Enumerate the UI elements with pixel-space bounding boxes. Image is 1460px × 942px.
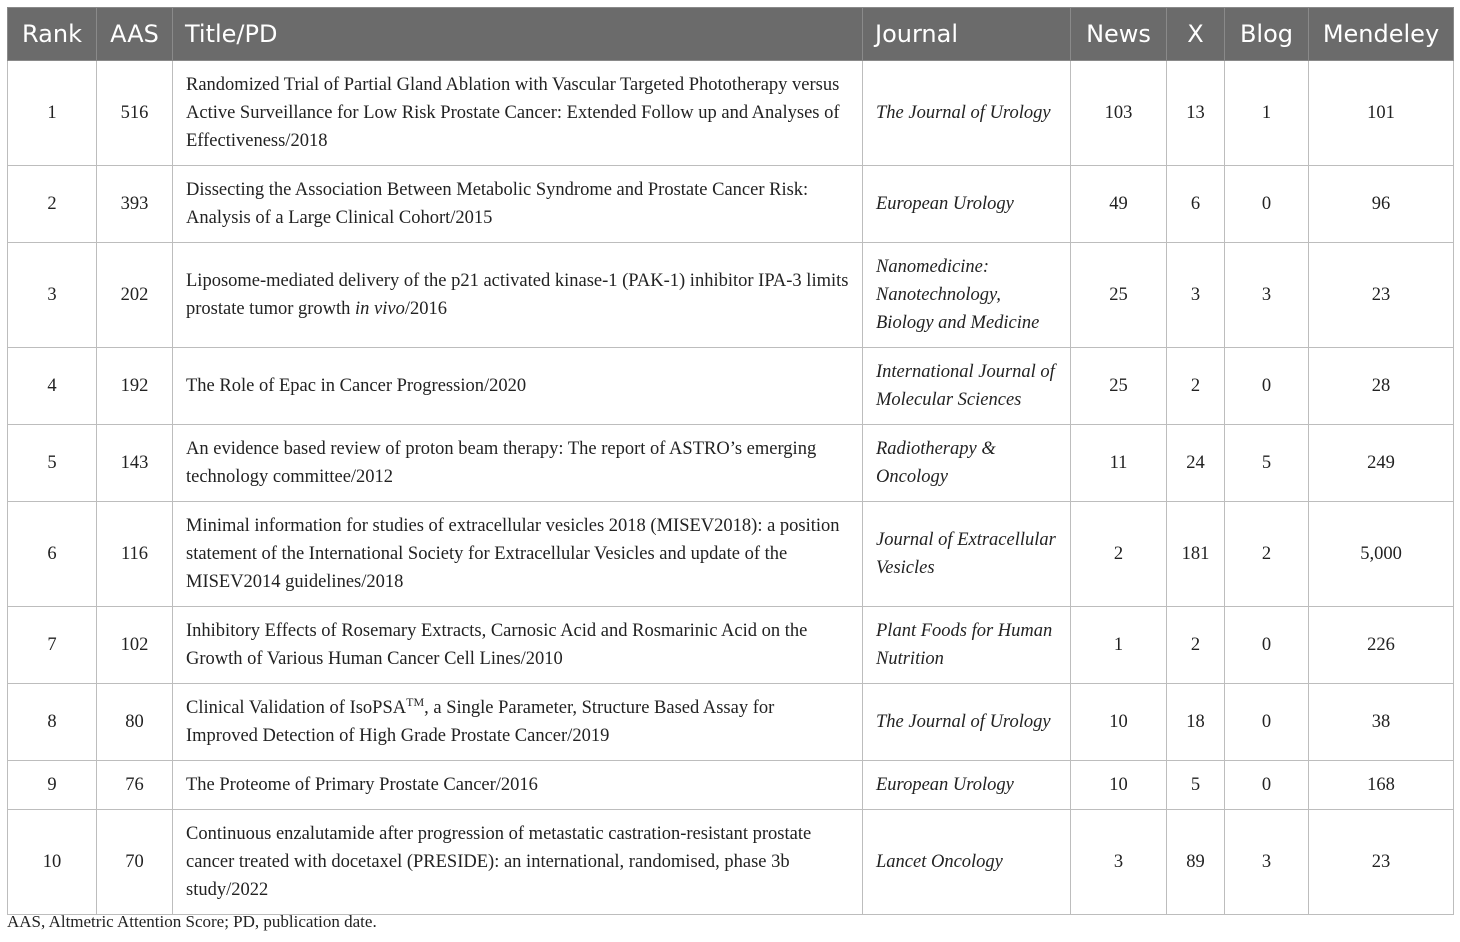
news-cell: 10 <box>1071 761 1167 810</box>
rank-cell: 3 <box>8 243 97 348</box>
journal-cell: Plant Foods for Human Nutrition <box>863 607 1071 684</box>
journal-cell: Journal of Extracellular Vesicles <box>863 502 1071 607</box>
rank-cell: 9 <box>8 761 97 810</box>
mendeley-cell: 249 <box>1309 425 1454 502</box>
header-news: News <box>1071 8 1167 61</box>
x-cell: 6 <box>1167 166 1225 243</box>
aas-cell: 143 <box>97 425 173 502</box>
header-mendeley: Mendeley <box>1309 8 1454 61</box>
table-footnote: AAS, Altmetric Attention Score; PD, publication date. <box>7 912 377 931</box>
title-year: /2016 <box>404 299 448 319</box>
title-cell: The Role of Epac in Cancer Progression/2020 <box>173 348 863 425</box>
title-cell: An evidence based review of proton beam therapy: The report of ASTRO’s emerging technology committee/2012 <box>173 425 863 502</box>
x-cell: 13 <box>1167 61 1225 166</box>
blog-cell: 0 <box>1225 607 1309 684</box>
blog-cell: 2 <box>1225 502 1309 607</box>
mendeley-cell: 96 <box>1309 166 1454 243</box>
aas-cell: 202 <box>97 243 173 348</box>
journal-cell: International Journal of Molecular Sciences <box>863 348 1071 425</box>
trademark-superscript: TM <box>406 694 425 709</box>
mendeley-cell: 28 <box>1309 348 1454 425</box>
table-row <box>8 502 1454 607</box>
aas-cell: 102 <box>97 607 173 684</box>
x-cell: 3 <box>1167 243 1225 348</box>
journal-cell: Lancet Oncology <box>863 810 1071 915</box>
title-text: Liposome-mediated delivery of the p21 activated kinase-1 (PAK-1) inhibitor IPA-3 limits prostate tumor growth <box>186 271 849 319</box>
table-row <box>8 425 1454 502</box>
aas-cell: 70 <box>97 810 173 915</box>
blog-cell: 1 <box>1225 61 1309 166</box>
rank-cell: 6 <box>8 502 97 607</box>
blog-cell: 0 <box>1225 166 1309 243</box>
journal-cell: The Journal of Urology <box>863 684 1071 761</box>
news-cell: 49 <box>1071 166 1167 243</box>
aas-cell: 80 <box>97 684 173 761</box>
x-cell: 24 <box>1167 425 1225 502</box>
journal-cell: The Journal of Urology <box>863 61 1071 166</box>
mendeley-cell: 101 <box>1309 61 1454 166</box>
table-row <box>8 607 1454 684</box>
table-row <box>8 243 1454 348</box>
table-row <box>8 348 1454 425</box>
rank-cell: 10 <box>8 810 97 915</box>
title-italic-text: in vivo <box>355 299 405 319</box>
table-row <box>8 61 1454 166</box>
title-cell: Minimal information for studies of extracellular vesicles 2018 (MISEV2018): a position statement of the International Society for Extracellular Vesicles and update of the MISEV2014 guidelines/2018 <box>173 502 863 607</box>
table-row <box>8 166 1454 243</box>
header-x: X <box>1167 8 1225 61</box>
news-cell: 11 <box>1071 425 1167 502</box>
header-rank: Rank <box>8 8 97 61</box>
mendeley-cell: 5,000 <box>1309 502 1454 607</box>
title-cell: Continuous enzalutamide after progression of metastatic castration-resistant prostate cancer treated with docetaxel (PRESIDE): an international, randomised, phase 3b study/2022 <box>173 810 863 915</box>
x-cell: 2 <box>1167 348 1225 425</box>
journal-cell: European Urology <box>863 166 1071 243</box>
blog-cell: 0 <box>1225 348 1309 425</box>
aas-cell: 516 <box>97 61 173 166</box>
rank-cell: 7 <box>8 607 97 684</box>
x-cell: 2 <box>1167 607 1225 684</box>
news-cell: 103 <box>1071 61 1167 166</box>
results-table-container <box>7 7 1453 915</box>
header-row <box>8 8 1454 61</box>
blog-cell: 3 <box>1225 243 1309 348</box>
aas-cell: 116 <box>97 502 173 607</box>
blog-cell: 0 <box>1225 684 1309 761</box>
blog-cell: 5 <box>1225 425 1309 502</box>
aas-cell: 393 <box>97 166 173 243</box>
header-title: Title/PD <box>173 8 863 61</box>
rank-cell: 8 <box>8 684 97 761</box>
title-cell: Randomized Trial of Partial Gland Ablation with Vascular Targeted Phototherapy versus Active Surveillance for Low Risk Prostate Cancer: Extended Follow up and Analyses of Effectiveness/2018 <box>173 61 863 166</box>
mendeley-cell: 23 <box>1309 243 1454 348</box>
x-cell: 18 <box>1167 684 1225 761</box>
mendeley-cell: 226 <box>1309 607 1454 684</box>
aas-cell: 76 <box>97 761 173 810</box>
journal-cell: Nanomedicine: Nanotechnology, Biology and Medicine <box>863 243 1071 348</box>
x-cell: 181 <box>1167 502 1225 607</box>
x-cell: 89 <box>1167 810 1225 915</box>
journal-cell: Radiotherapy & Oncology <box>863 425 1071 502</box>
blog-cell: 0 <box>1225 761 1309 810</box>
title-text: Clinical Validation of IsoPSA <box>186 698 407 718</box>
mendeley-cell: 38 <box>1309 684 1454 761</box>
journal-cell: European Urology <box>863 761 1071 810</box>
title-cell <box>173 684 863 761</box>
aas-cell: 192 <box>97 348 173 425</box>
rank-cell: 5 <box>8 425 97 502</box>
table-row <box>8 810 1454 915</box>
x-cell: 5 <box>1167 761 1225 810</box>
altmetric-table <box>7 7 1454 915</box>
mendeley-cell: 168 <box>1309 761 1454 810</box>
header-aas: AAS <box>97 8 173 61</box>
news-cell: 1 <box>1071 607 1167 684</box>
news-cell: 3 <box>1071 810 1167 915</box>
header-blog: Blog <box>1225 8 1309 61</box>
title-cell: Inhibitory Effects of Rosemary Extracts, Carnosic Acid and Rosmarinic Acid on the Growth of Various Human Cancer Cell Lines/2010 <box>173 607 863 684</box>
news-cell: 2 <box>1071 502 1167 607</box>
blog-cell: 3 <box>1225 810 1309 915</box>
mendeley-cell: 23 <box>1309 810 1454 915</box>
title-cell: The Proteome of Primary Prostate Cancer/2016 <box>173 761 863 810</box>
header-journal: Journal <box>863 8 1071 61</box>
news-cell: 25 <box>1071 243 1167 348</box>
rank-cell: 2 <box>8 166 97 243</box>
news-cell: 10 <box>1071 684 1167 761</box>
title-text-rest: , a Single Parameter, Structure Based Assay for Improved Detection of High Grade Prostate Cancer/2019 <box>186 698 775 746</box>
rank-cell: 1 <box>8 61 97 166</box>
table-row <box>8 684 1454 761</box>
title-cell <box>173 243 863 348</box>
rank-cell: 4 <box>8 348 97 425</box>
title-cell: Dissecting the Association Between Metabolic Syndrome and Prostate Cancer Risk: Analysis of a Large Clinical Cohort/2015 <box>173 166 863 243</box>
table-row <box>8 761 1454 810</box>
news-cell: 25 <box>1071 348 1167 425</box>
